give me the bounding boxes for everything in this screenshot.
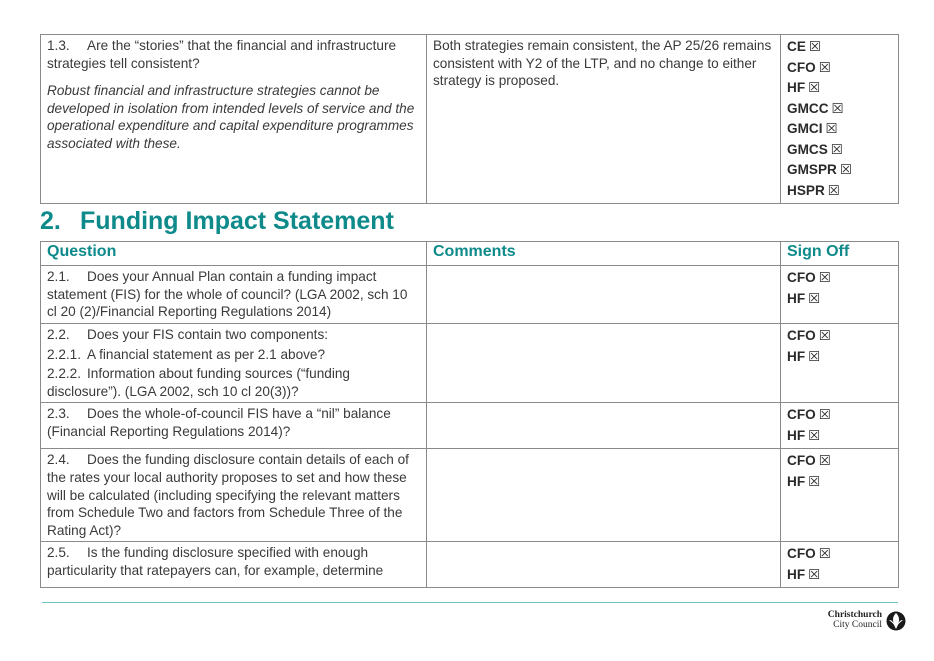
table-row: [41, 35, 899, 204]
checked-box-icon[interactable]: ☒: [818, 453, 831, 469]
signoff-label: CFO: [787, 407, 816, 423]
signoff-cfo: [787, 58, 892, 79]
checked-box-icon[interactable]: ☒: [808, 39, 822, 54]
signoff-cell: [781, 449, 899, 542]
checked-box-icon[interactable]: ☒: [808, 348, 821, 364]
signoff-cell: [781, 403, 899, 449]
question-cell: [41, 324, 427, 403]
checked-box-icon[interactable]: ☒: [831, 100, 844, 116]
question-text: Does your Annual Plan contain a funding impact statement (FIS) for the whole of council? (LGA 2002, sch 10 cl 20 (2)/Financial Reporting Regulations 2014): [47, 269, 408, 320]
comment-cell: [427, 266, 781, 324]
question-cell: [41, 542, 427, 588]
table-row: [41, 266, 899, 324]
signoff-ce: [787, 37, 892, 58]
signoff-cfo: [787, 544, 892, 565]
checked-box-icon[interactable]: ☒: [818, 328, 831, 343]
signoff-label: CFO: [787, 546, 816, 562]
signoff-hf: [787, 472, 892, 493]
checked-box-icon[interactable]: ☒: [830, 141, 843, 157]
question-number: 2.3.: [47, 406, 70, 422]
comment-cell: [427, 542, 781, 588]
signoff-label: CFO: [787, 59, 816, 75]
sub-question-text: Information about funding sources (“funding disclosure”). (LGA 2002, sch 10 cl 20(3))?: [47, 366, 350, 399]
logo-line-1: Christchurch: [827, 610, 882, 620]
signoff-label: CFO: [787, 270, 816, 285]
question-cell: [41, 403, 427, 449]
council-logo: [824, 610, 906, 632]
comment-text: Both strategies remain consistent, the AP 25/26 remains consistent with Y2 of the LTP, and no change to either strategy is proposed.: [433, 38, 772, 89]
signoff-hf: [787, 78, 892, 99]
logo-wordmark: [824, 610, 882, 630]
signoff-label: HF: [787, 427, 806, 443]
sub-question-number: 2.2.2.: [47, 366, 82, 382]
funding-impact-table: [40, 241, 899, 588]
checked-box-icon[interactable]: ☒: [839, 162, 853, 177]
signoff-label: CFO: [787, 453, 816, 469]
checked-box-icon[interactable]: ☒: [808, 80, 821, 95]
checked-box-icon[interactable]: ☒: [818, 270, 831, 285]
checked-box-icon[interactable]: ☒: [825, 121, 838, 136]
logo-line-2: City Council: [833, 620, 882, 630]
question-number: 2.4.: [47, 452, 70, 468]
question-text: Is the funding disclosure specified with enough particularity that ratepayers can, for example, determine: [47, 545, 384, 578]
section-number: 2.: [40, 207, 61, 235]
signoff-label: CFO: [787, 328, 816, 343]
signoff-label: GMCS: [787, 141, 828, 157]
signoff-gmcc: [787, 99, 892, 120]
signoff-label: CE: [787, 39, 806, 54]
section-heading: [40, 204, 394, 238]
signoff-label: GMCI: [787, 121, 823, 136]
signoff-label: HF: [787, 473, 806, 489]
signoff-hf: [787, 289, 892, 310]
sub-question: [47, 346, 420, 364]
sub-question-text: A financial statement as per 2.1 above?: [87, 346, 326, 362]
signoff-hspr: [787, 181, 892, 202]
checked-box-icon[interactable]: ☒: [818, 546, 831, 562]
table-header-row: [41, 242, 899, 266]
question-number: 2.1.: [47, 269, 70, 284]
header-signoff: Sign Off: [781, 242, 899, 266]
signoff-gmspr: [787, 160, 892, 181]
table-row: [41, 324, 899, 403]
checked-box-icon[interactable]: ☒: [808, 566, 821, 582]
question-text: Does your FIS contain two components:: [87, 327, 329, 342]
table-row: [41, 403, 899, 449]
signoff-label: GMCC: [787, 100, 829, 116]
signoff-gmcs: [787, 140, 892, 161]
header-comments: Comments: [427, 242, 781, 266]
question-number: 1.3.: [47, 38, 70, 53]
signoff-label: HF: [787, 348, 806, 364]
question-number: 2.5.: [47, 545, 70, 561]
question-cell: [41, 449, 427, 542]
signoff-cell: [781, 266, 899, 324]
checked-box-icon[interactable]: ☒: [818, 407, 831, 423]
footer-rule: [42, 602, 898, 603]
table-row: [41, 542, 899, 588]
header-question: Question: [41, 242, 427, 266]
checked-box-icon[interactable]: ☒: [808, 473, 821, 489]
signoff-cfo: [787, 268, 892, 289]
comment-cell: [427, 403, 781, 449]
council-emblem-icon: [886, 611, 906, 631]
section-title: Funding Impact Statement: [80, 207, 394, 235]
checked-box-icon[interactable]: ☒: [808, 290, 821, 306]
question-text: Does the whole-of-council FIS have a “nil” balance (Financial Reporting Regulations 2014)?: [47, 406, 391, 439]
checked-box-icon[interactable]: ☒: [827, 182, 840, 198]
question-cell: [41, 266, 427, 324]
comment-cell: [427, 35, 781, 204]
checked-box-icon[interactable]: ☒: [818, 59, 831, 75]
comment-cell: [427, 324, 781, 403]
signoff-label: HF: [787, 566, 806, 582]
question-cell: [41, 35, 427, 204]
signoff-cfo: [787, 326, 892, 347]
signoff-label: GMSPR: [787, 162, 837, 177]
question-number: 2.2.: [47, 327, 70, 342]
checklist-table-1: [40, 34, 899, 204]
signoff-cell: [781, 324, 899, 403]
signoff-label: HF: [787, 80, 806, 95]
signoff-hf: [787, 347, 892, 368]
question-note: Robust financial and infrastructure strategies cannot be developed in isolation from intended levels of service and the operational expenditure and capital expenditure programmes associated with these.: [47, 83, 415, 151]
signoff-cell: [781, 35, 899, 204]
signoff-cell: [781, 542, 899, 588]
checked-box-icon[interactable]: ☒: [808, 427, 821, 443]
signoff-label: HF: [787, 290, 806, 306]
signoff-hf: [787, 565, 892, 586]
signoff-cfo: [787, 451, 892, 472]
sub-question-number: 2.2.1.: [47, 346, 82, 362]
signoff-cfo: [787, 405, 892, 426]
signoff-hf: [787, 426, 892, 447]
comment-cell: [427, 449, 781, 542]
table-row: [41, 449, 899, 542]
sub-question: [47, 365, 420, 400]
signoff-label: HSPR: [787, 182, 825, 198]
signoff-gmci: [787, 119, 892, 140]
question-text: Does the funding disclosure contain details of each of the rates your local authority proposes to set and how these will be calculated (including specifying the relevant matters from Schedule Two and factors from Schedule Three of the Rating Act)?: [47, 452, 409, 538]
question-text: Are the “stories” that the financial and infrastructure strategies tell consistent?: [47, 38, 397, 71]
